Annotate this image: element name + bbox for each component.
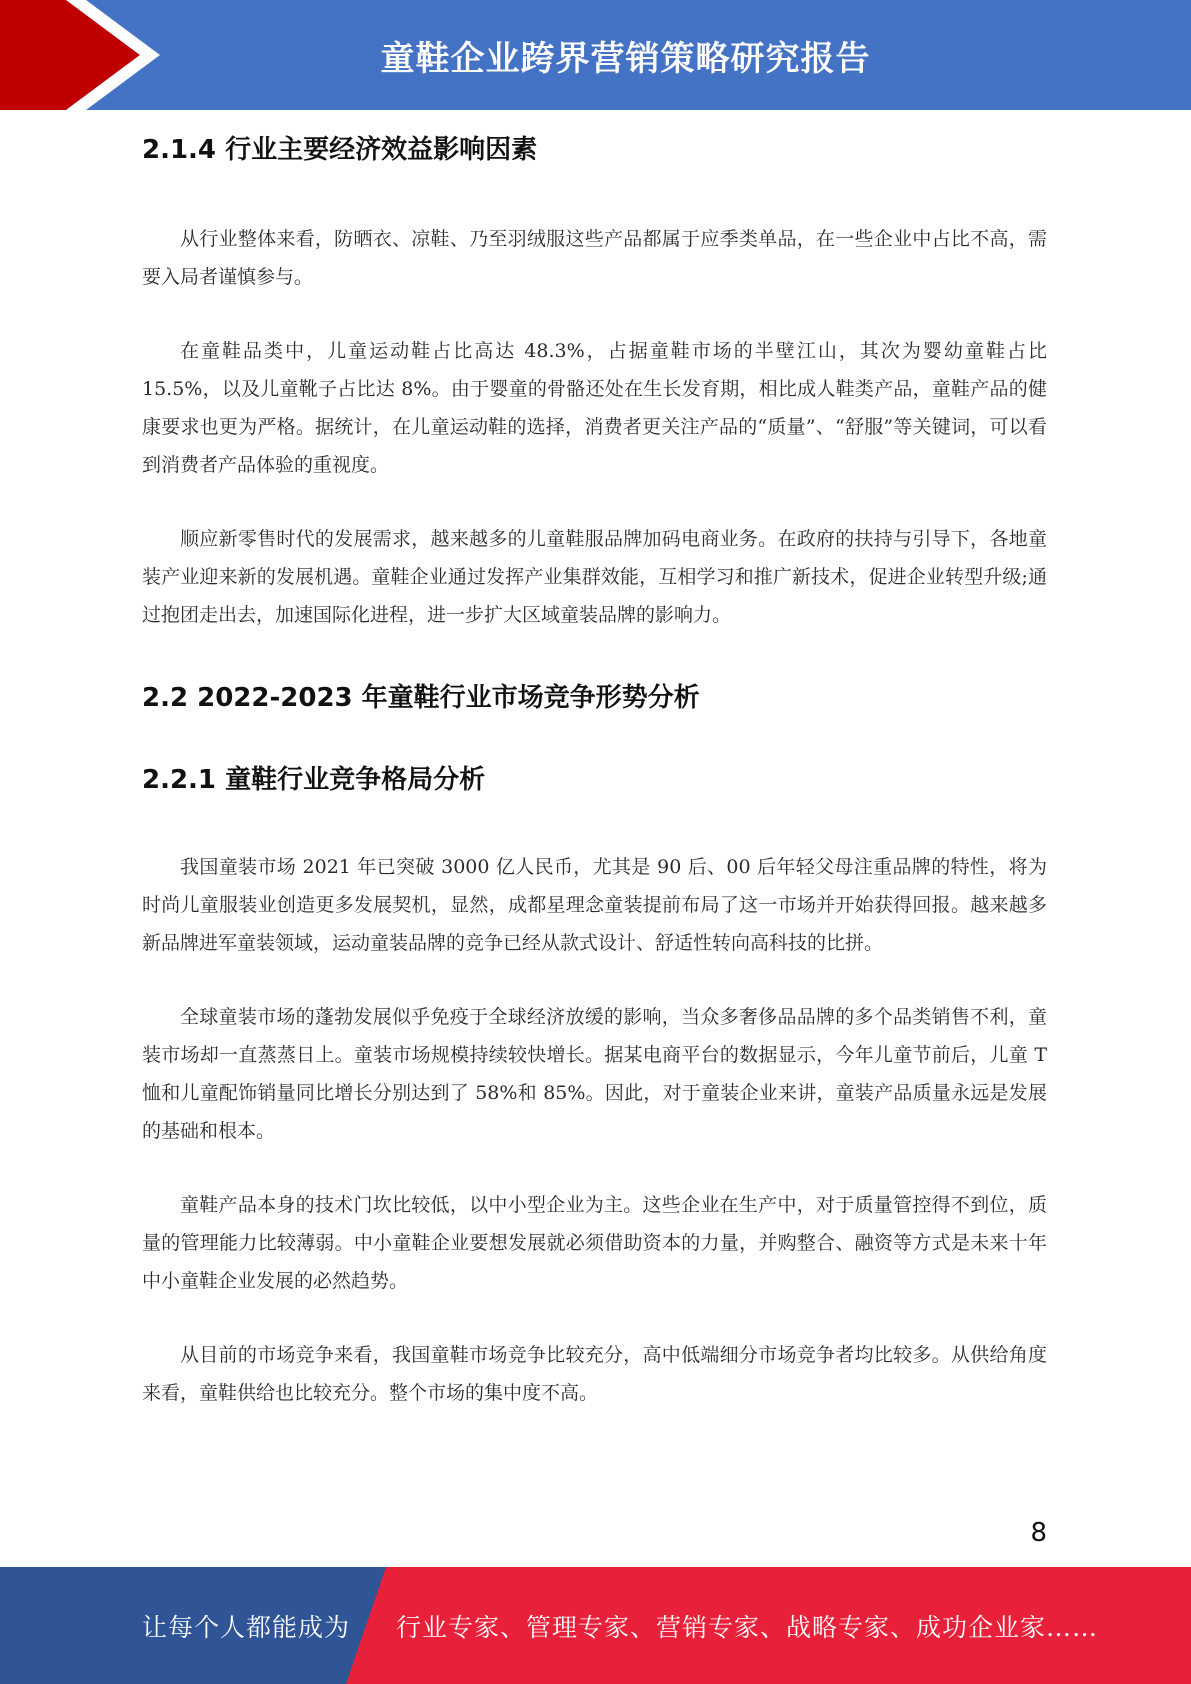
- paragraph: 在童鞋品类中，儿童运动鞋占比高达 48.3%，占据童鞋市场的半壁江山，其次为婴幼童鞋占比 15.5%，以及儿童靴子占比达 8%。由于婴童的骨骼还处在生长发育期，相比成人鞋类产品，童鞋产品的健康要求也更为严格。据统计，在儿童运动鞋的选择，消费者更关注产品的“质量”、“舒服”等关键词，可以看到消费者产品体验的重视度。: [142, 340, 1047, 476]
- paragraph: 我国童装市场 2021 年已突破 3000 亿人民币，尤其是 90 后、00 后年轻父母注重品牌的特性，将为时尚儿童服装业创造更多发展契机，显然，成都星理念童装提前布局了这一市场并开始获得回报。越来越多新品牌进军童装领域，运动童装品牌的竞争已经从款式设计、舒适性转向高科技的比拼。: [142, 856, 1047, 954]
- paragraph: 从目前的市场竞争来看，我国童鞋市场竞争比较充分，高中低端细分市场竞争者均比较多。从供给角度来看，童鞋供给也比较充分。整个市场的集中度不高。: [142, 1344, 1047, 1404]
- paragraph: 童鞋产品本身的技术门坎比较低，以中小型企业为主。这些企业在生产中，对于质量管控得不到位，质量的管理能力比较薄弱。中小童鞋企业要想发展就必须借助资本的力量，并购整合、融资等方式是未来十年中小童鞋企业发展的必然趋势。: [142, 1194, 1047, 1292]
- paragraph: 顺应新零售时代的发展需求，越来越多的儿童鞋服品牌加码电商业务。在政府的扶持与引导下，各地童装产业迎来新的发展机遇。童鞋企业通过发挥产业集群效能，互相学习和推广新技术，促进企业转型升级;通过抱团走出去，加速国际化进程，进一步扩大区域童装品牌的影响力。: [142, 528, 1047, 626]
- report-header: [0, 0, 1191, 110]
- page-number: 8: [1030, 1518, 1047, 1548]
- section-heading-2-1-4: 2.1.4 行业主要经济效益影响因素: [142, 135, 538, 165]
- page-content: [142, 110, 1047, 1412]
- footer-slogan-left: 让每个人都能成为: [142, 1612, 351, 1642]
- header-arrow-icon: [0, 0, 160, 110]
- report-footer: [0, 1567, 1191, 1684]
- paragraph: 全球童装市场的蓬勃发展似乎免疫于全球经济放缓的影响，当众多奢侈品品牌的多个品类销售不利，童装市场却一直蒸蒸日上。童装市场规模持续较快增长。据某电商平台的数据显示，今年儿童节前后，儿童 T 恤和儿童配饰销量同比增长分别达到了 58%和 85%。因此，对于童装企业来讲，童装产品质量永远是发展的基础和根本。: [142, 1006, 1047, 1142]
- paragraph: 从行业整体来看，防晒衣、凉鞋、乃至羽绒服这些产品都属于应季类单品，在一些企业中占比不高，需要入局者谨慎参与。: [142, 228, 1047, 288]
- footer-slogan-right: 行业专家、管理专家、营销专家、战略专家、成功企业家……: [396, 1612, 1099, 1642]
- section-heading-2-2: 2.2 2022-2023 年童鞋行业市场竞争形势分析: [142, 683, 700, 713]
- section-heading-2-2-1: 2.2.1 童鞋行业竞争格局分析: [142, 765, 486, 795]
- report-title: 童鞋企业跨界营销策略研究报告: [380, 38, 871, 79]
